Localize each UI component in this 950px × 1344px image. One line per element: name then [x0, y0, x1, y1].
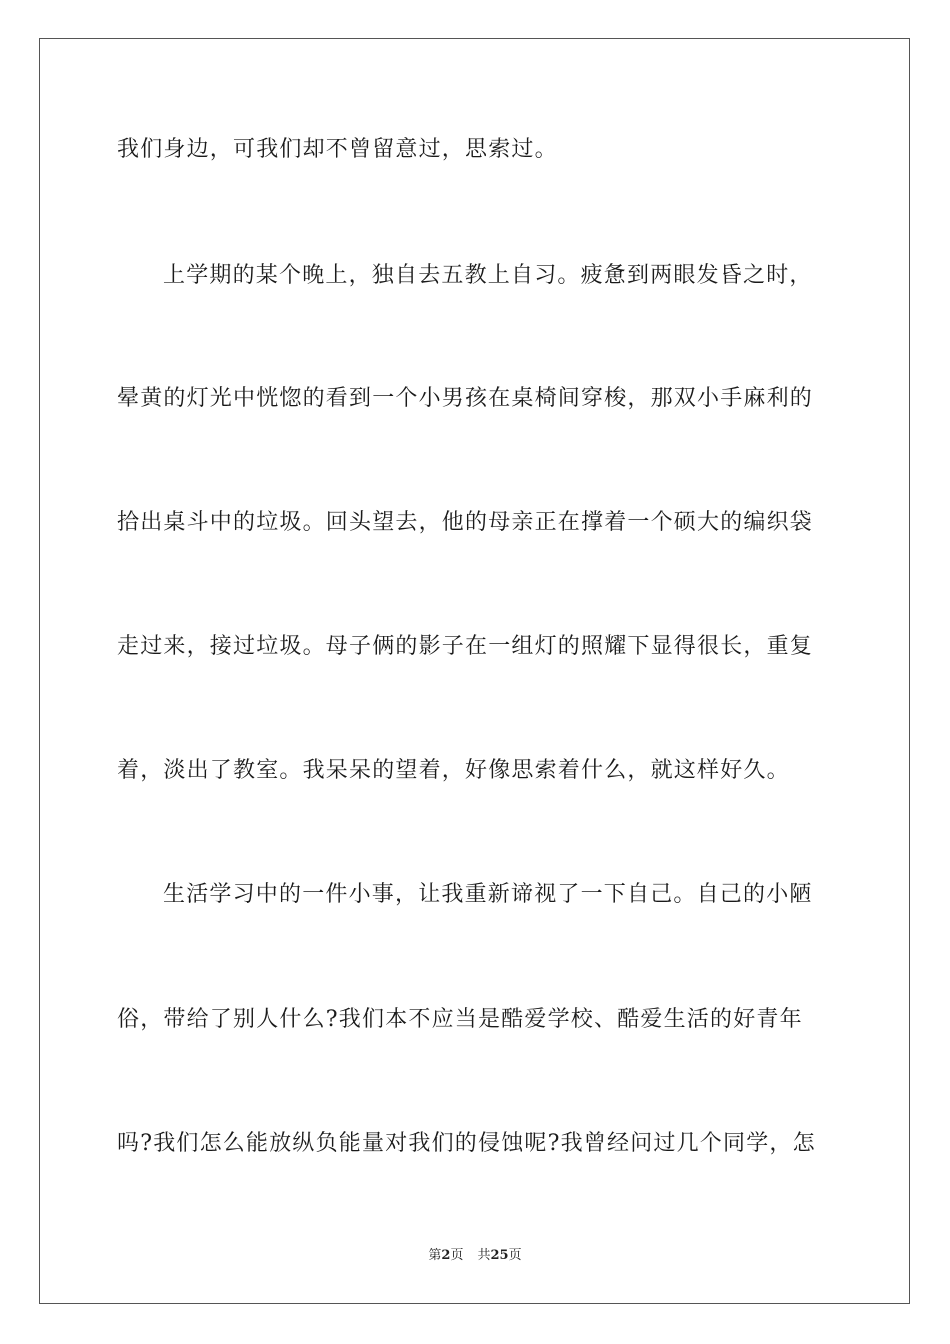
- paragraph-line: 晕黄的灯光中恍惚的看到一个小男孩在桌椅间穿梭，那双小手麻利的: [117, 386, 814, 411]
- paragraph-line: 走过来，接过垃圾。母子俩的影子在一组灯的照耀下显得很长，重复: [117, 634, 814, 659]
- footer-page-unit: 页: [450, 1248, 464, 1263]
- current-page-number: 2: [441, 1248, 451, 1263]
- footer-prefix: 第: [428, 1248, 442, 1263]
- footer-total-prefix: 共: [477, 1248, 491, 1263]
- page-border: [39, 38, 910, 1304]
- paragraph-line: 我们身边，可我们却不曾留意过，思索过。: [117, 137, 558, 162]
- paragraph-line: 俗，带给了别人什么?我们本不应当是酷爱学校、酷爱生活的好青年: [117, 1007, 803, 1032]
- total-page-count: 25: [490, 1248, 509, 1263]
- footer-total-unit: 页: [508, 1248, 522, 1263]
- paragraph-line: 着，淡出了教室。我呆呆的望着，好像思索着什么，就这样好久。: [117, 758, 790, 783]
- paragraph-line: 生活学习中的一件小事，让我重新谛视了一下自己。自己的小陋: [163, 882, 813, 907]
- page-footer: [0, 1247, 950, 1265]
- paragraph-line: 吗?我们怎么能放纵负能量对我们的侵蚀呢?我曾经问过几个同学，怎: [117, 1131, 816, 1156]
- paragraph-line: 上学期的某个晚上，独自去五教上自习。疲惫到两眼发昏之时，: [163, 263, 813, 288]
- paragraph-line: 拾出桌斗中的垃圾。回头望去，他的母亲正在撑着一个硕大的编织袋: [117, 510, 814, 535]
